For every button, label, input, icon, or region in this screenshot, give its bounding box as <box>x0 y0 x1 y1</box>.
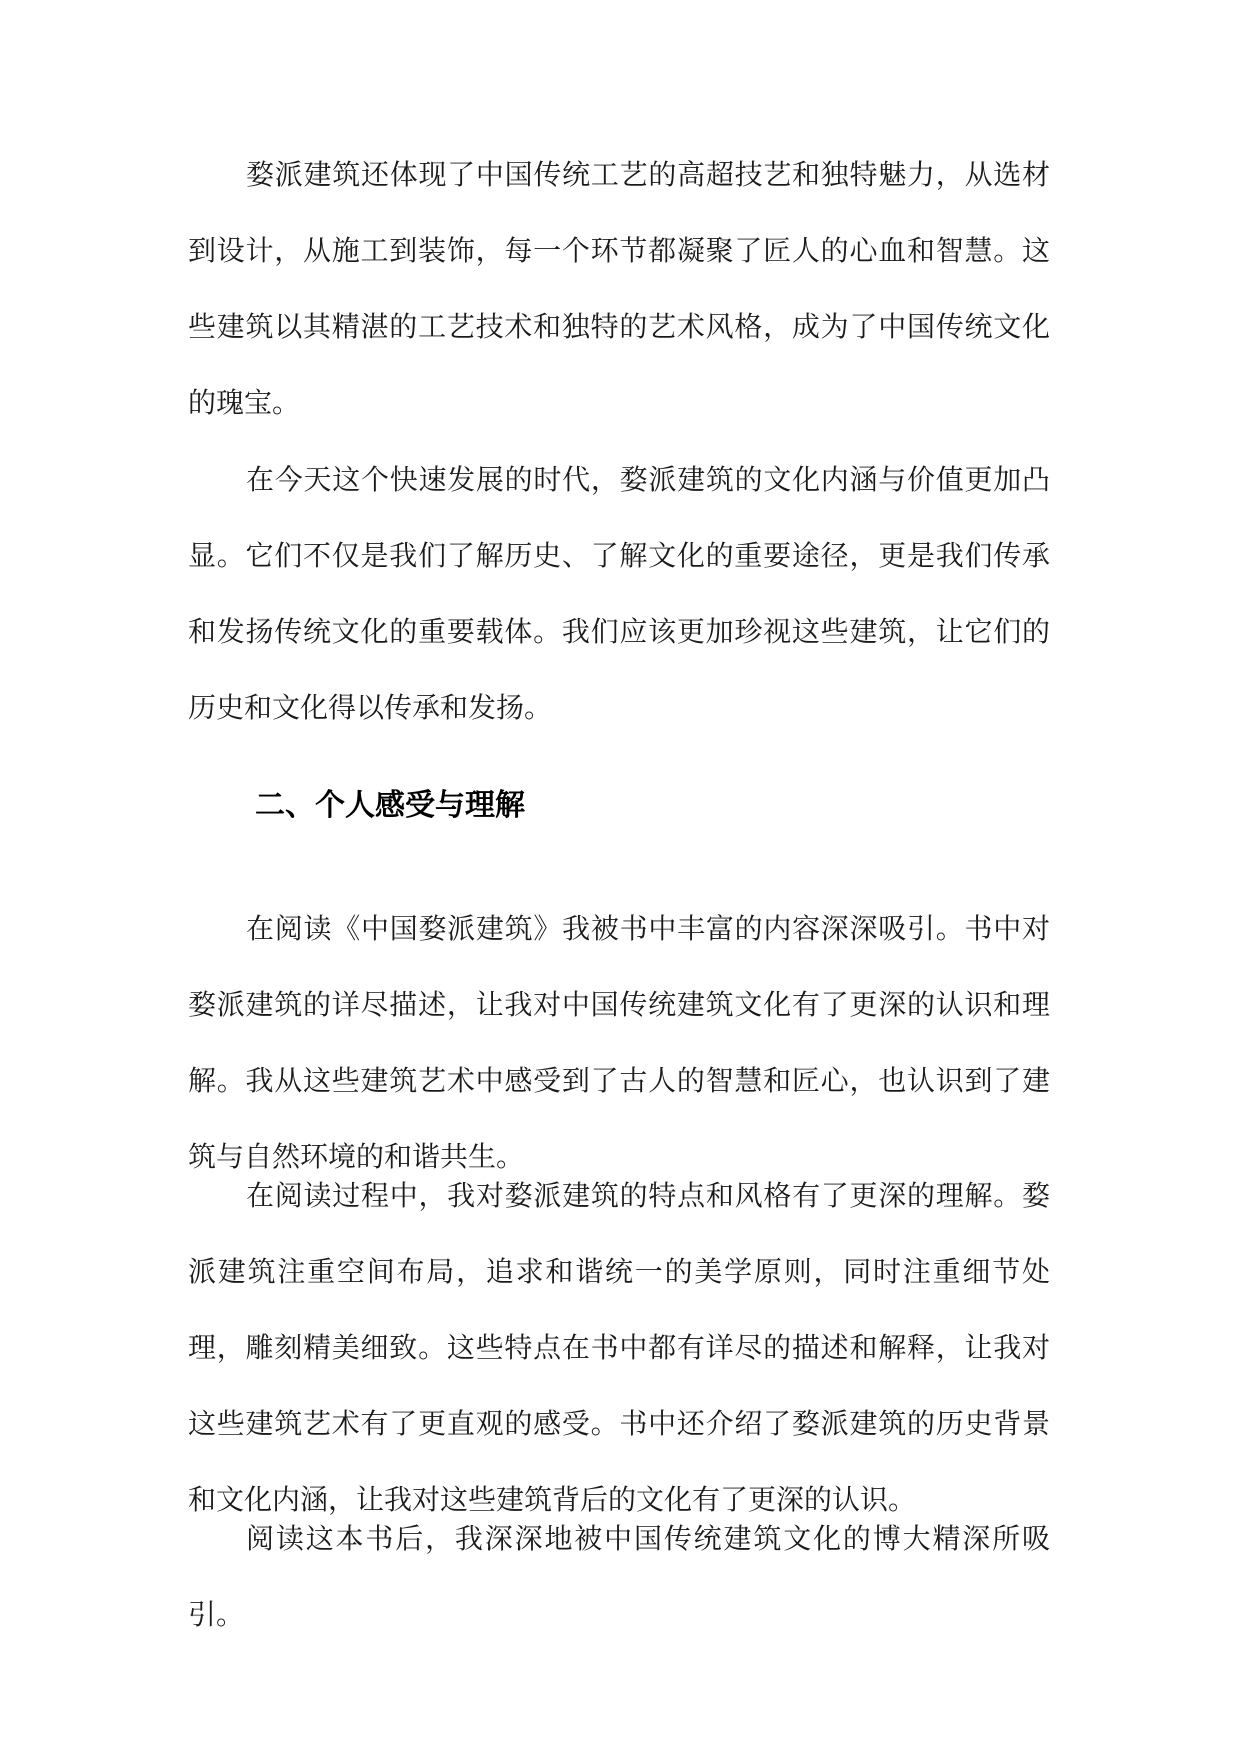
paragraph: 婺派建筑还体现了中国传统工艺的高超技艺和独特魅力，从选材到设计，从施工到装饰，每一个环节都凝聚了匠人的心血和智慧。这些建筑以其精湛的工艺技术和独特的艺术风格，成为了中国传统文化的瑰宝。 <box>188 158 1050 419</box>
paragraph: 阅读这本书后，我深深地被中国传统建筑文化的博大精深所吸引。 <box>188 1522 1050 1631</box>
section-heading: 二、个人感受与理解 <box>255 788 525 823</box>
paragraph: 在阅读《中国婺派建筑》我被书中丰富的内容深深吸引。书中对婺派建筑的详尽描述，让我对中国传统建筑文化有了更深的认识和理解。我从这些建筑艺术中感受到了古人的智慧和匠心，也认识到了建筑与自然环境的和谐共生。 <box>188 912 1050 1173</box>
paragraph: 在阅读过程中，我对婺派建筑的特点和风格有了更深的理解。婺派建筑注重空间布局，追求和谐统一的美学原则，同时注重细节处理，雕刻精美细致。这些特点在书中都有详尽的描述和解释，让我对这些建筑艺术有了更直观的感受。书中还介绍了婺派建筑的历史背景和文化内涵，让我对这些建筑背后的文化有了更深的认识。 <box>188 1179 1050 1516</box>
paragraph: 在今天这个快速发展的时代，婺派建筑的文化内涵与价值更加凸显。它们不仅是我们了解历史、了解文化的重要途径，更是我们传承和发扬传统文化的重要载体。我们应该更加珍视这些建筑，让它们的历史和文化得以传承和发扬。 <box>188 463 1050 724</box>
